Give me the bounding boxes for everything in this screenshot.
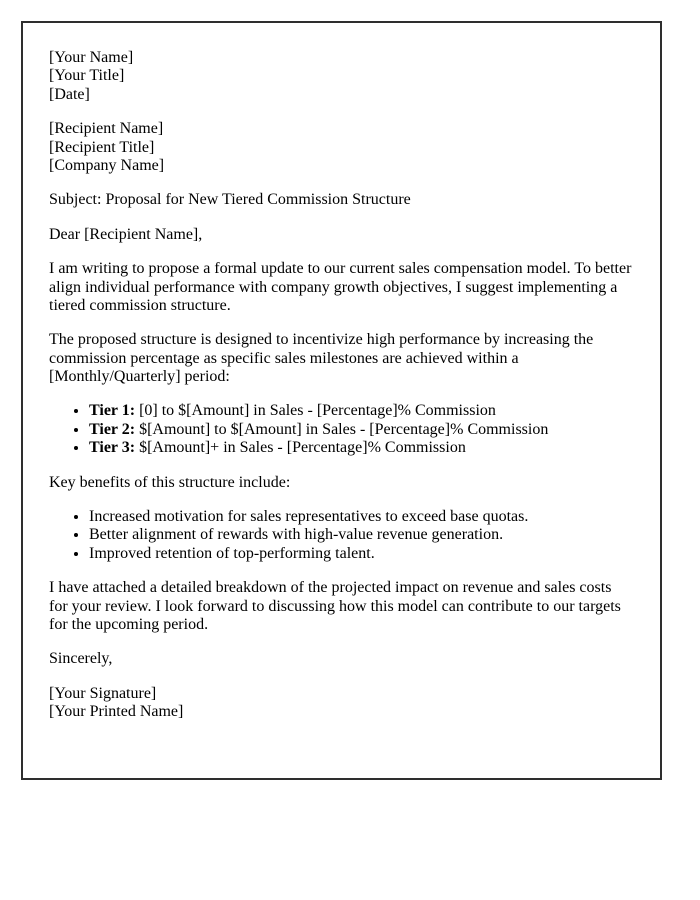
tier-item [89, 439, 634, 457]
subject-line: Subject: Proposal for New Tiered Commission Structure [49, 191, 411, 209]
salutation: Dear [Recipient Name], [49, 225, 203, 243]
benefits-list [49, 508, 634, 563]
tier-item [89, 421, 634, 439]
tier-detail: [0] to $[Amount] in Sales - [Percentage]% Commission [135, 402, 496, 420]
tier-label: Tier 1: [89, 402, 136, 420]
benefit-item: • Better alignment of rewards with high-value revenue generation. [89, 526, 634, 544]
structure-paragraph: The proposed structure is designed to incentivize high performance by increasing the commission percentage as specific sales milestones are achieved within a [Monthly/Quarterly] period: [49, 331, 594, 386]
closing-paragraph: I have attached a detailed breakdown of the projected impact on revenue and sales costs for your review. I look forward to discussing how this model can contribute to our targets for the upcoming period. [49, 579, 621, 633]
recipient-title: [Recipient Title] [49, 138, 155, 156]
tier-item [89, 402, 634, 420]
letter-date: [Date] [49, 85, 90, 103]
signature-block [49, 685, 634, 722]
benefit-item: • Increased motivation for sales representatives to exceed base quotas. [89, 508, 634, 526]
signature-line: [Your Signature] [49, 684, 157, 702]
intro-paragraph: I am writing to propose a formal update to our current sales compensation model. To better align individual performance with company growth objectives, I suggest implementing a tiered commission structure. [49, 260, 632, 314]
printed-name-line: [Your Printed Name] [49, 703, 184, 721]
valediction: Sincerely, [49, 650, 113, 668]
sender-title: [Your Title] [49, 67, 125, 85]
tier-list [49, 402, 634, 457]
benefits-intro: Key benefits of this structure include: [49, 473, 291, 491]
recipient-name: [Recipient Name] [49, 120, 164, 138]
tier-detail: $[Amount]+ in Sales - [Percentage]% Commission [135, 439, 466, 457]
sender-block [49, 49, 634, 104]
recipient-block [49, 120, 634, 175]
tier-label: Tier 2: [89, 420, 136, 438]
tier-label: Tier 3: [89, 439, 136, 457]
benefit-item: • Improved retention of top-performing talent. [89, 545, 634, 563]
recipient-company: [Company Name] [49, 156, 165, 174]
tier-detail: $[Amount] to $[Amount] in Sales - [Percentage]% Commission [135, 420, 549, 438]
sender-name: [Your Name] [49, 49, 134, 66]
letter-document [21, 21, 662, 780]
